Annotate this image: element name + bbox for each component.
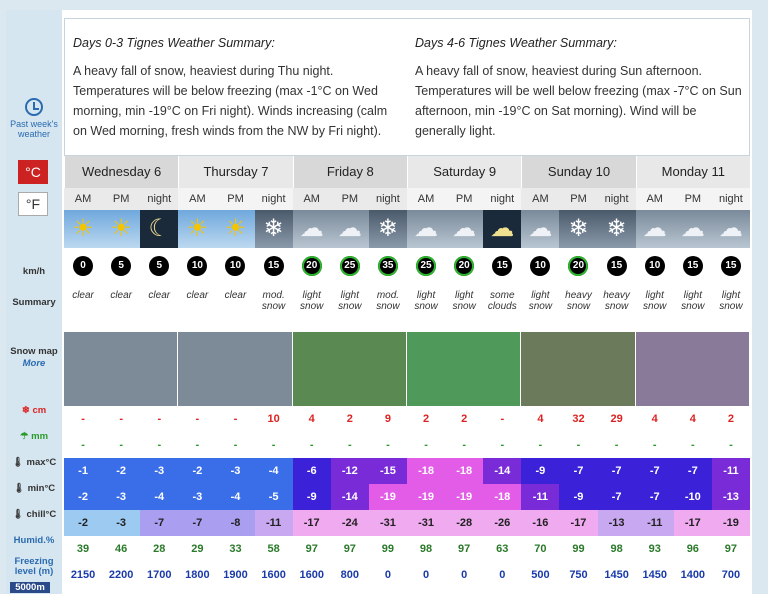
snow-row-label — [6, 405, 62, 416]
summary-text: light snow — [293, 284, 331, 332]
wind-cell — [674, 248, 712, 284]
cloud-icon: ☁ — [636, 210, 674, 248]
freezing-level: 0 — [499, 569, 506, 581]
summary-row-label: Summary — [12, 297, 56, 308]
wind-badge: 20 — [302, 256, 322, 276]
freezing-level: 0 — [461, 569, 468, 581]
humidity: 70 — [534, 543, 547, 555]
wind-badge: 10 — [530, 256, 550, 276]
snow-icon: ❄ — [255, 210, 293, 248]
min-temp: -3 — [178, 484, 216, 510]
snow-map-tile[interactable] — [293, 332, 331, 406]
max-temp: -7 — [598, 458, 636, 484]
summary-text: heavy snow — [598, 284, 636, 332]
snow-cm: 9 — [384, 413, 391, 425]
wind-cell — [483, 248, 521, 284]
period-label: night — [140, 188, 178, 210]
wind-badge: 0 — [73, 256, 93, 276]
wind-badge: 5 — [149, 256, 169, 276]
chill-temp: -13 — [598, 510, 636, 536]
wind-badge: 20 — [454, 256, 474, 276]
sun-icon: ☀ — [216, 210, 254, 248]
cloud-icon: ☁ — [712, 210, 750, 248]
sun-icon: ☀ — [102, 210, 140, 248]
clock-icon — [25, 98, 43, 116]
rain-mm: - — [538, 439, 543, 451]
wind-badge: 20 — [568, 256, 588, 276]
max-temp: -4 — [255, 458, 293, 484]
forecast-widget — [6, 10, 752, 594]
max-temp: -3 — [140, 458, 178, 484]
moon-cloud-icon: ☁ — [483, 210, 521, 248]
freezing-level: 1450 — [642, 569, 667, 581]
period-label: PM — [674, 188, 712, 210]
wind-badge: 5 — [111, 256, 131, 276]
day-header: Saturday 9 — [407, 156, 521, 188]
min-temp: -3 — [102, 484, 140, 510]
min-row-text: min°C — [27, 483, 56, 494]
wind-cell — [102, 248, 140, 284]
snow-row-text: cm — [32, 405, 47, 416]
snow-map-tile[interactable] — [598, 332, 636, 406]
summary-text: some clouds — [483, 284, 521, 332]
min-temp: -4 — [216, 484, 254, 510]
freezing-row-label: Freezing level (m) — [14, 556, 54, 577]
rain-mm: - — [271, 439, 276, 451]
min-temp: -4 — [140, 484, 178, 510]
rain-icon: ☂ — [19, 431, 29, 442]
snow-map-tile[interactable] — [483, 332, 521, 406]
min-temp: -10 — [674, 484, 712, 510]
summary-text: heavy snow — [559, 284, 597, 332]
freezing-level: 1600 — [261, 569, 286, 581]
day-header: Friday 8 — [293, 156, 407, 188]
snow-map-tile[interactable] — [559, 332, 597, 406]
humidity: 98 — [610, 543, 623, 555]
rain-mm: - — [614, 439, 619, 451]
snow-map-tile[interactable] — [255, 332, 293, 406]
freezing-level: 700 — [721, 569, 741, 581]
max-temp: -18 — [407, 458, 445, 484]
freezing-level: 1400 — [680, 569, 706, 581]
past-weather-link[interactable] — [10, 98, 58, 139]
cloud-icon: ☁ — [445, 210, 483, 248]
chill-temp: -31 — [407, 510, 445, 536]
wind-badge: 25 — [340, 256, 360, 276]
freezing-level: 2200 — [108, 569, 134, 581]
summary-text: clear — [178, 284, 216, 332]
rain-mm: - — [690, 439, 695, 451]
snow-map-tile[interactable] — [445, 332, 483, 406]
min-row-label — [6, 483, 62, 494]
wind-badge: 15 — [683, 256, 703, 276]
summary-left-title: Days 0-3 Tignes Weather Summary: — [73, 36, 275, 50]
summary-left-text: A heavy fall of snow, heaviest during Thu night. Temperatures will be below freezing (max -1°C on Wed morning, min -19°C on Fri night). Winds increasing (calm on Wed morning, fresh winds from the NW by Fri night). — [73, 64, 388, 138]
wind-cell — [140, 248, 178, 284]
rain-mm: - — [119, 439, 123, 451]
summary-right-title: Days 4-6 Tignes Weather Summary: — [415, 36, 617, 50]
sun-icon: ☀ — [178, 210, 216, 248]
wind-cell — [559, 248, 597, 284]
snow-cm: 4 — [689, 413, 696, 425]
chill-temp: -8 — [216, 510, 254, 536]
summary-text: clear — [102, 284, 140, 332]
wind-cell — [712, 248, 750, 284]
freezing-level: 1450 — [604, 569, 629, 581]
chill-temp: -3 — [102, 510, 140, 536]
snow-cm: 10 — [267, 413, 280, 425]
rain-mm: - — [233, 439, 238, 451]
chill-temp: -24 — [331, 510, 369, 536]
summary-text: clear — [64, 284, 102, 332]
humidity: 33 — [229, 543, 242, 555]
celsius-button[interactable]: °C — [18, 160, 48, 184]
snow-map-tile[interactable] — [140, 332, 178, 406]
snowmap-row-label: Snow map — [10, 346, 58, 357]
period-label: night — [598, 188, 636, 210]
rain-mm: - — [347, 439, 352, 451]
chill-temp: -26 — [483, 510, 521, 536]
period-label: PM — [445, 188, 483, 210]
snow-cm: - — [500, 413, 505, 425]
chill-temp: -7 — [140, 510, 178, 536]
thermometer-icon: 🌡 — [12, 483, 25, 494]
cloud-icon: ☁ — [521, 210, 559, 248]
humidity: 63 — [496, 543, 509, 555]
summary-text: mod. snow — [369, 284, 407, 332]
fahrenheit-button[interactable]: °F — [18, 192, 48, 216]
humidity: 98 — [419, 543, 433, 555]
freezing-level: 2150 — [70, 569, 96, 581]
snow-cm: - — [195, 413, 200, 425]
summary-days-4-6 — [415, 33, 745, 141]
min-temp: -9 — [293, 484, 331, 510]
summary-text: clear — [140, 284, 178, 332]
snow-icon: ❄ — [559, 210, 597, 248]
freezing-level: 800 — [340, 569, 359, 581]
chill-temp: -2 — [64, 510, 102, 536]
max-temp: -2 — [178, 458, 216, 484]
snow-map-tile[interactable] — [178, 332, 216, 406]
period-label: AM — [178, 188, 216, 210]
wind-cell — [445, 248, 483, 284]
wind-cell — [407, 248, 445, 284]
period-label: night — [369, 188, 407, 210]
wind-badge: 15 — [264, 256, 284, 276]
humidity: 96 — [686, 543, 699, 555]
moon-icon: ☾ — [140, 210, 178, 248]
max-temp: -6 — [293, 458, 331, 484]
wind-badge: 15 — [721, 256, 741, 276]
snow-icon: ❄ — [369, 210, 407, 248]
max-row-text: max°C — [26, 457, 57, 468]
min-temp: -5 — [255, 484, 293, 510]
min-temp: -19 — [369, 484, 407, 510]
freezing-level: 1900 — [223, 569, 248, 581]
past-weather-label: Past week's weather — [10, 119, 58, 139]
cloud-icon: ☁ — [407, 210, 445, 248]
snow-cm: - — [119, 413, 123, 425]
day-header: Thursday 7 — [178, 156, 292, 188]
humidity: 28 — [153, 543, 166, 555]
freezing-level: 1700 — [147, 569, 172, 581]
wind-badge: 10 — [187, 256, 207, 276]
wind-cell — [216, 248, 254, 284]
snow-cm: 2 — [346, 413, 353, 425]
max-temp: -15 — [369, 458, 407, 484]
max-temp: -7 — [559, 458, 597, 484]
min-temp: -13 — [712, 484, 750, 510]
summary-days-0-3 — [73, 33, 403, 141]
row-label-column — [6, 10, 62, 594]
max-temp: -3 — [216, 458, 254, 484]
max-temp: -1 — [64, 458, 102, 484]
wind-cell — [598, 248, 636, 284]
snow-icon: ❄ — [21, 405, 30, 416]
chill-temp: -7 — [178, 510, 216, 536]
summary-text: light snow — [521, 284, 559, 332]
snow-cm: 4 — [308, 413, 315, 425]
day-header: Monday 11 — [636, 156, 750, 188]
period-label: PM — [102, 188, 140, 210]
cloud-icon: ☁ — [674, 210, 712, 248]
cloud-icon: ☁ — [331, 210, 369, 248]
rain-mm: - — [195, 439, 200, 451]
rain-mm: - — [500, 439, 505, 451]
min-temp: -7 — [598, 484, 636, 510]
humid-row-label: Humid.% — [13, 535, 55, 546]
min-temp: -11 — [521, 484, 559, 510]
chill-temp: -17 — [674, 510, 712, 536]
summary-text: light snow — [407, 284, 445, 332]
wind-badge: 35 — [378, 256, 398, 276]
period-label: AM — [293, 188, 331, 210]
weather-summary-panel — [64, 18, 750, 156]
humidity: 97 — [724, 543, 738, 555]
summary-text: light snow — [636, 284, 674, 332]
period-label: night — [255, 188, 293, 210]
humidity: 97 — [343, 543, 356, 555]
min-temp: -19 — [445, 484, 483, 510]
snow-cm: - — [81, 413, 85, 425]
chill-row-text: chill°C — [26, 509, 57, 520]
humidity: 99 — [572, 543, 585, 555]
cloud-icon: ☁ — [293, 210, 331, 248]
min-temp: -9 — [559, 484, 597, 510]
wind-cell — [369, 248, 407, 284]
wind-badge: 10 — [645, 256, 665, 276]
snow-map-tile[interactable] — [521, 332, 559, 406]
snow-map-tile[interactable] — [636, 332, 674, 406]
snow-cm: - — [157, 413, 162, 425]
humidity: 29 — [191, 543, 204, 555]
rain-mm: - — [729, 439, 733, 451]
sun-icon: ☀ — [64, 210, 102, 248]
rain-row-text: mm — [31, 431, 49, 442]
min-temp: -18 — [483, 484, 521, 510]
snow-map-tile[interactable] — [216, 332, 254, 406]
summary-text: mod. snow — [255, 284, 293, 332]
wind-badge: 25 — [416, 256, 436, 276]
snow-map-tile[interactable] — [369, 332, 407, 406]
max-temp: -11 — [712, 458, 750, 484]
chill-temp: -16 — [521, 510, 559, 536]
wind-cell — [521, 248, 559, 284]
period-label: PM — [331, 188, 369, 210]
rain-mm: - — [652, 439, 657, 451]
freezing-level: 500 — [531, 569, 550, 581]
min-temp: -19 — [407, 484, 445, 510]
snow-icon: ❄ — [598, 210, 636, 248]
wind-cell — [293, 248, 331, 284]
humidity: 46 — [115, 543, 128, 555]
snow-cm: 4 — [651, 413, 658, 425]
freezing-level: 0 — [422, 569, 430, 581]
summary-text: light snow — [331, 284, 369, 332]
humidity: 97 — [458, 543, 471, 555]
chill-temp: -11 — [255, 510, 293, 536]
chill-temp: -31 — [369, 510, 407, 536]
max-temp: -2 — [102, 458, 140, 484]
summary-text: light snow — [674, 284, 712, 332]
snow-map-tile[interactable] — [331, 332, 369, 406]
snow-cm: 2 — [461, 413, 468, 425]
summary-text: light snow — [712, 284, 750, 332]
summary-text: light snow — [445, 284, 483, 332]
rain-mm: - — [576, 439, 581, 451]
wind-badge: 15 — [607, 256, 627, 276]
max-temp: -7 — [674, 458, 712, 484]
thermometer-icon: 🌡 — [11, 509, 24, 520]
freezing-level: 0 — [384, 569, 391, 581]
max-temp: -9 — [521, 458, 559, 484]
max-row-label — [6, 457, 62, 468]
wind-cell — [331, 248, 369, 284]
snow-cm: 2 — [727, 413, 734, 425]
rain-mm: - — [386, 439, 390, 451]
period-label: PM — [216, 188, 254, 210]
chill-temp: -17 — [559, 510, 597, 536]
max-temp: -14 — [483, 458, 521, 484]
rain-mm: - — [462, 439, 466, 451]
wind-cell — [636, 248, 674, 284]
wind-badge: 10 — [225, 256, 245, 276]
snow-map-tile[interactable] — [102, 332, 140, 406]
freezing-level: 1800 — [185, 569, 210, 581]
freezing-level: 750 — [569, 569, 588, 581]
summary-right-text: A heavy fall of snow, heaviest during Sun afternoon. Temperatures will be well below freezing (max -7°C on Sun afternoon, min -19°C on Sat morning). Wind will be generally light. — [415, 64, 742, 138]
max-temp: -7 — [636, 458, 674, 484]
period-label: PM — [559, 188, 597, 210]
snow-cm: 29 — [610, 413, 623, 425]
rain-mm: - — [81, 439, 85, 451]
day-header: Wednesday 6 — [64, 156, 178, 188]
snow-cm: 32 — [572, 413, 585, 425]
period-label: night — [712, 188, 750, 210]
max-temp: -12 — [331, 458, 369, 484]
snowmap-more-link[interactable]: More — [22, 358, 46, 369]
thermometer-icon: 🌡 — [11, 457, 24, 468]
humidity: 39 — [76, 543, 90, 555]
summary-text: clear — [216, 284, 254, 332]
chill-temp: -19 — [712, 510, 750, 536]
freezing-level: 1600 — [299, 569, 324, 581]
rain-mm: - — [424, 439, 428, 451]
period-label: AM — [521, 188, 559, 210]
altitude-badge[interactable]: 5000m — [10, 582, 50, 593]
chill-temp: -11 — [636, 510, 674, 536]
snow-map-tile[interactable] — [674, 332, 712, 406]
snow-cm: 4 — [537, 413, 544, 425]
period-label: AM — [64, 188, 102, 210]
humidity: 93 — [648, 543, 661, 555]
humidity: 58 — [267, 543, 280, 555]
humidity: 99 — [381, 543, 395, 555]
wind-cell — [255, 248, 293, 284]
wind-cell — [64, 248, 102, 284]
rain-row-label — [6, 431, 62, 442]
humidity: 97 — [305, 543, 318, 555]
wind-cell — [178, 248, 216, 284]
max-temp: -18 — [445, 458, 483, 484]
min-temp: -7 — [636, 484, 674, 510]
snow-map-tile[interactable] — [712, 332, 750, 406]
min-temp: -2 — [64, 484, 102, 510]
wind-row-label: km/h — [22, 266, 46, 277]
period-label: AM — [636, 188, 674, 210]
snow-cm: - — [233, 413, 238, 425]
snow-map-tile[interactable] — [64, 332, 102, 406]
rain-mm: - — [157, 439, 162, 451]
wind-badge: 15 — [492, 256, 512, 276]
snow-map-tile[interactable] — [407, 332, 445, 406]
rain-mm: - — [309, 439, 314, 451]
chill-row-label — [6, 509, 62, 520]
min-temp: -14 — [331, 484, 369, 510]
period-label: night — [483, 188, 521, 210]
chill-temp: -28 — [445, 510, 483, 536]
period-label: AM — [407, 188, 445, 210]
snow-cm: 2 — [422, 413, 430, 425]
chill-temp: -17 — [293, 510, 331, 536]
day-header: Sunday 10 — [521, 156, 635, 188]
